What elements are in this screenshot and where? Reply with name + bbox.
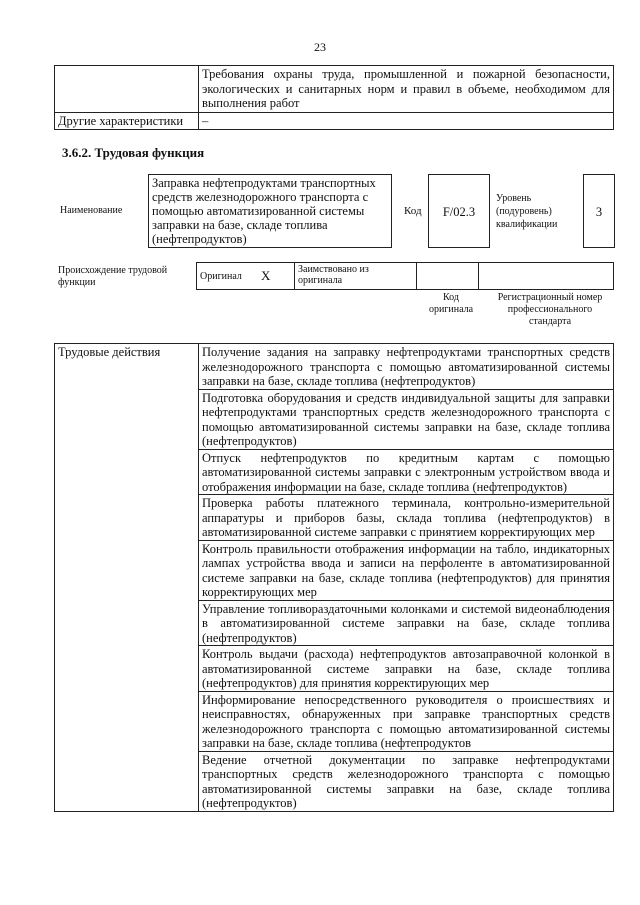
labor-actions-label: Трудовые действия xyxy=(55,344,199,812)
page-number: 23 xyxy=(314,40,326,54)
labor-action-item: Отпуск нефтепродуктов по кредитным картам с помощью автоматизированной системы заправки с электронным устройством ввода и отображения информации на базе, складе топлива (нефтепродуктов) xyxy=(199,449,614,495)
origin-label: Происхождение трудовой функции xyxy=(58,265,168,288)
level-label: Уровень (подуровень) квалификации xyxy=(496,193,558,230)
origin-table xyxy=(196,262,614,290)
borrowed-label: Заимствовано из оригинала xyxy=(295,263,417,290)
table-row xyxy=(55,112,614,130)
function-name: Заправка нефтепродуктами транспортных средств железнодорожного транспорта с помощью автоматизированной системы заправки на базе, складе топлива (нефтепродуктов) xyxy=(148,174,392,248)
labor-action-item: Ведение отчетной документации по заправке нефтепродуктами транспортных средств железнодорожного транспорта с помощью автоматизированной системы заправки на базе, складе топлива (нефтепродуктов) xyxy=(199,751,614,811)
top-row-label xyxy=(55,66,199,113)
registration-number-caption: Регистрационный номер профессионального стандарта xyxy=(497,292,603,327)
registration-number-cell xyxy=(479,263,614,290)
table-row xyxy=(55,344,614,390)
labor-action-item: Контроль выдачи (расхода) нефтепродуктов автозаправочной колонкой в автоматизированной системе заправки на базе, складе топлива (нефтепродуктов) для принятия корректирующих мер xyxy=(199,646,614,692)
labor-action-item: Подготовка оборудования и средств индивидуальной защиты для заправки нефтепродуктами транспортных средств железнодорожного транспорта с помощью автоматизированной системы заправки на базе, складе топлива (нефтепродуктов) xyxy=(199,389,614,449)
labor-action-item: Проверка работы платежного терминала, контрольно-измерительной аппаратуры и приборов базы, склада топлива (нефтепродуктов) в автоматизированной системе заправки с принятием корректирующих мер xyxy=(199,495,614,541)
labor-actions-table xyxy=(54,343,614,812)
top-table xyxy=(54,65,614,130)
table-row xyxy=(197,263,614,290)
other-characteristics-value: – xyxy=(199,112,614,130)
labor-action-item: Получение задания на заправку нефтепродуктами транспортных средств железнодорожного транспорта с помощью автоматизированной системы заправки на базе, складе топлива (нефтепродуктов) xyxy=(199,344,614,390)
original-code-cell xyxy=(417,263,479,290)
labor-action-item: Контроль правильности отображения информации на табло, индикаторных лампах устройства ввода и записи на перфоленте в автоматизированной системе заправки на базе, складе топлива (нефтепродуктов) для принятия корректирующих мер xyxy=(199,540,614,600)
section-title: 3.6.2. Трудовая функция xyxy=(62,145,205,160)
original-mark: X xyxy=(258,263,295,290)
original-label: Оригинал xyxy=(197,263,259,290)
labor-action-item: Информирование непосредственного руководителя о происшествиях и неисправностях, обнаруженных при заправке транспортных средств железнодорожного транспорта с помощью автоматизированной системы заправки на базе, складе топлива (нефтепродуктов xyxy=(199,691,614,751)
name-label: Наименование xyxy=(60,205,123,216)
original-code-caption: Код оригинала xyxy=(428,292,474,315)
other-characteristics-label: Другие характеристики xyxy=(55,112,199,130)
top-row-value: Требования охраны труда, промышленной и пожарной безопасности, экологических и санитарных норм и правил в объеме, необходимом для выполнения работ xyxy=(199,66,614,113)
table-row xyxy=(55,66,614,113)
code-label: Код xyxy=(404,205,422,217)
qualification-level: 3 xyxy=(583,174,615,248)
labor-action-item: Управление топливораздаточными колонками и системой видеонаблюдения в автоматизированной системе заправки на базе, складе топлива (нефтепродуктов) xyxy=(199,600,614,646)
function-code: F/02.3 xyxy=(428,174,490,248)
